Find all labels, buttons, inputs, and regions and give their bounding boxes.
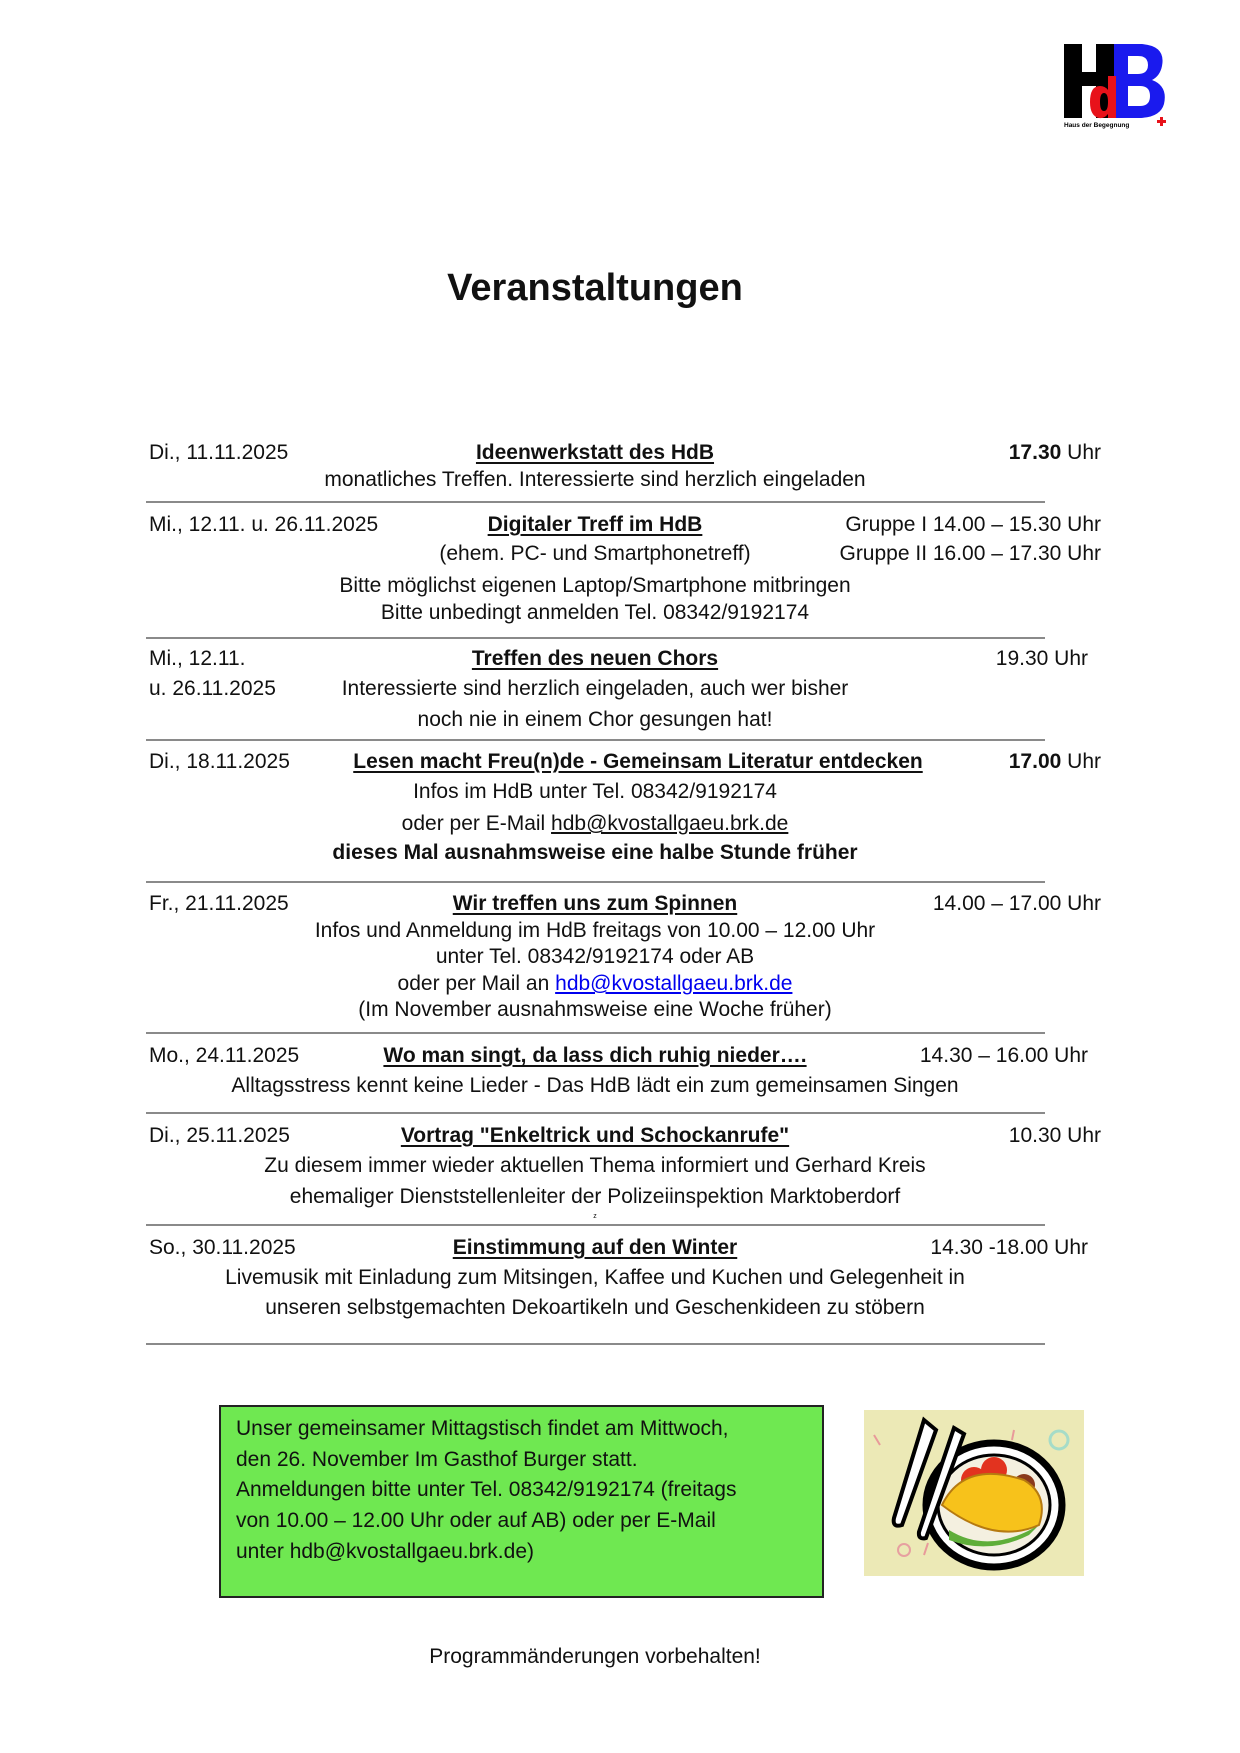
event-time: 14.30 – 16.00 Uhr [919,1044,1088,1067]
footer-note: Programmänderungen vorbehalten! [429,1645,761,1668]
divider [146,739,1045,741]
event-description: Infos im HdB unter Tel. 08342/9192174 [413,780,777,803]
event-description: Interessierte sind herzlich eingeladen, auch wer bisher [341,677,849,700]
lunch-info-line: Unser gemeinsamer Mittagstisch findet am Mittwoch, [236,1417,729,1440]
event-time: 10.30 Uhr [1008,1124,1101,1147]
event-description: unseren selbstgemachten Dekoartikeln und Geschenkideen zu stöbern [265,1296,925,1319]
event-time: Gruppe II 16.00 – 17.30 Uhr [839,542,1101,565]
event-description: Livemusik mit Einladung zum Mitsingen, Kaffee und Kuchen und Gelegenheit in [225,1266,965,1289]
page-title: Veranstaltungen [447,267,743,309]
event-date: Fr., 21.11.2025 [149,892,289,915]
lunch-info-line: den 26. November Im Gasthof Burger statt. [236,1448,638,1471]
event-title-text: Einstimmung auf den Winter [452,1236,738,1259]
stray-mark: z [593,1213,597,1220]
event-date: Mo., 24.11.2025 [149,1044,300,1067]
event-description: ehemaliger Dienststellenleiter der Polizeiinspektion Marktoberdorf [289,1185,901,1208]
event-title-text: Wir treffen uns zum Spinnen [452,892,738,915]
event-note: dieses Mal ausnahmsweise eine halbe Stunde früher [332,841,858,864]
event-time: Gruppe I 14.00 – 15.30 Uhr [845,513,1101,536]
lunch-info-line: unter hdb@kvostallgaeu.brk.de) [236,1540,534,1563]
food-plate-clipart [864,1410,1084,1576]
event-description: noch nie in einem Chor gesungen hat! [417,708,773,731]
divider [146,1032,1045,1034]
hdb-logo [1062,40,1170,130]
event-date: Di., 25.11.2025 [149,1124,290,1147]
divider [146,1112,1045,1114]
event-date-continued: u. 26.11.2025 [149,677,276,700]
lunch-info-line: Anmeldungen bitte unter Tel. 08342/9192174 (freitags [236,1478,737,1501]
divider [146,501,1045,503]
email-link[interactable]: hdb@kvostallgaeu.brk.de [551,812,789,835]
event-title-text: Digitaler Treff im HdB [487,513,703,536]
event-title [325,750,951,774]
event-title-text: Vortrag "Enkeltrick und Schockanrufe" [400,1124,790,1147]
event-description: Zu diesem immer wieder aktuellen Thema informiert und Gerhard Kreis [264,1154,926,1177]
event-title-text: Lesen macht Freu(n)de - Gemeinsam Literatur entdecken [353,750,923,773]
event-date: Di., 11.11.2025 [149,441,289,464]
lunch-info-box [219,1405,824,1598]
event-subtitle: (ehem. PC- und Smartphonetreff) [439,542,751,565]
email-link[interactable]: hdb@kvostallgaeu.brk.de [555,972,793,995]
time-unit: Uhr [1061,441,1101,464]
event-time [1009,441,1101,465]
event-contact [0,812,1190,836]
event-time [1009,750,1101,774]
lunch-info-line: von 10.00 – 12.00 Uhr oder auf AB) oder per E-Mail [236,1509,716,1532]
contact-prefix: oder per E-Mail [401,812,552,835]
event-title-text: Ideenwerkstatt des HdB [475,441,715,464]
svg-text:Haus der Begegnung: Haus der Begegnung [1064,122,1130,129]
time-value: 17.30 [1008,441,1062,464]
event-date: Mi., 12.11. [149,647,246,670]
event-time: 19.30 Uhr [995,647,1088,670]
event-time: 14.30 -18.00 Uhr [930,1236,1088,1259]
event-date: Di., 18.11.2025 [149,750,290,773]
event-description: unter Tel. 08342/9192174 oder AB [435,945,755,968]
event-description: Bitte möglichst eigenen Laptop/Smartphone mitbringen [339,574,851,597]
event-contact [0,972,1190,996]
event-note: (Im November ausnahmsweise eine Woche früher) [358,998,832,1021]
divider [146,637,1045,639]
event-time: 14.00 – 17.00 Uhr [932,892,1101,915]
event-title-text: Wo man singt, da lass dich ruhig nieder…. [383,1044,807,1067]
event-date: So., 30.11.2025 [149,1236,296,1259]
event-description: Alltagsstress kennt keine Lieder - Das HdB lädt ein zum gemeinsamen Singen [231,1074,959,1097]
event-date: Mi., 12.11. u. 26.11.2025 [149,513,379,536]
event-title-text: Treffen des neuen Chors [471,647,719,670]
event-description: Infos und Anmeldung im HdB freitags von 10.00 – 12.00 Uhr [314,919,876,942]
contact-prefix: oder per Mail an [397,972,556,995]
divider [146,1224,1045,1226]
divider [146,1343,1045,1345]
time-unit: Uhr [1061,750,1101,773]
time-value: 17.00 [1008,750,1062,773]
event-description: Bitte unbedingt anmelden Tel. 08342/9192174 [380,601,810,624]
event-description: monatliches Treffen. Interessierte sind herzlich eingeladen [324,468,866,491]
divider [146,881,1045,883]
